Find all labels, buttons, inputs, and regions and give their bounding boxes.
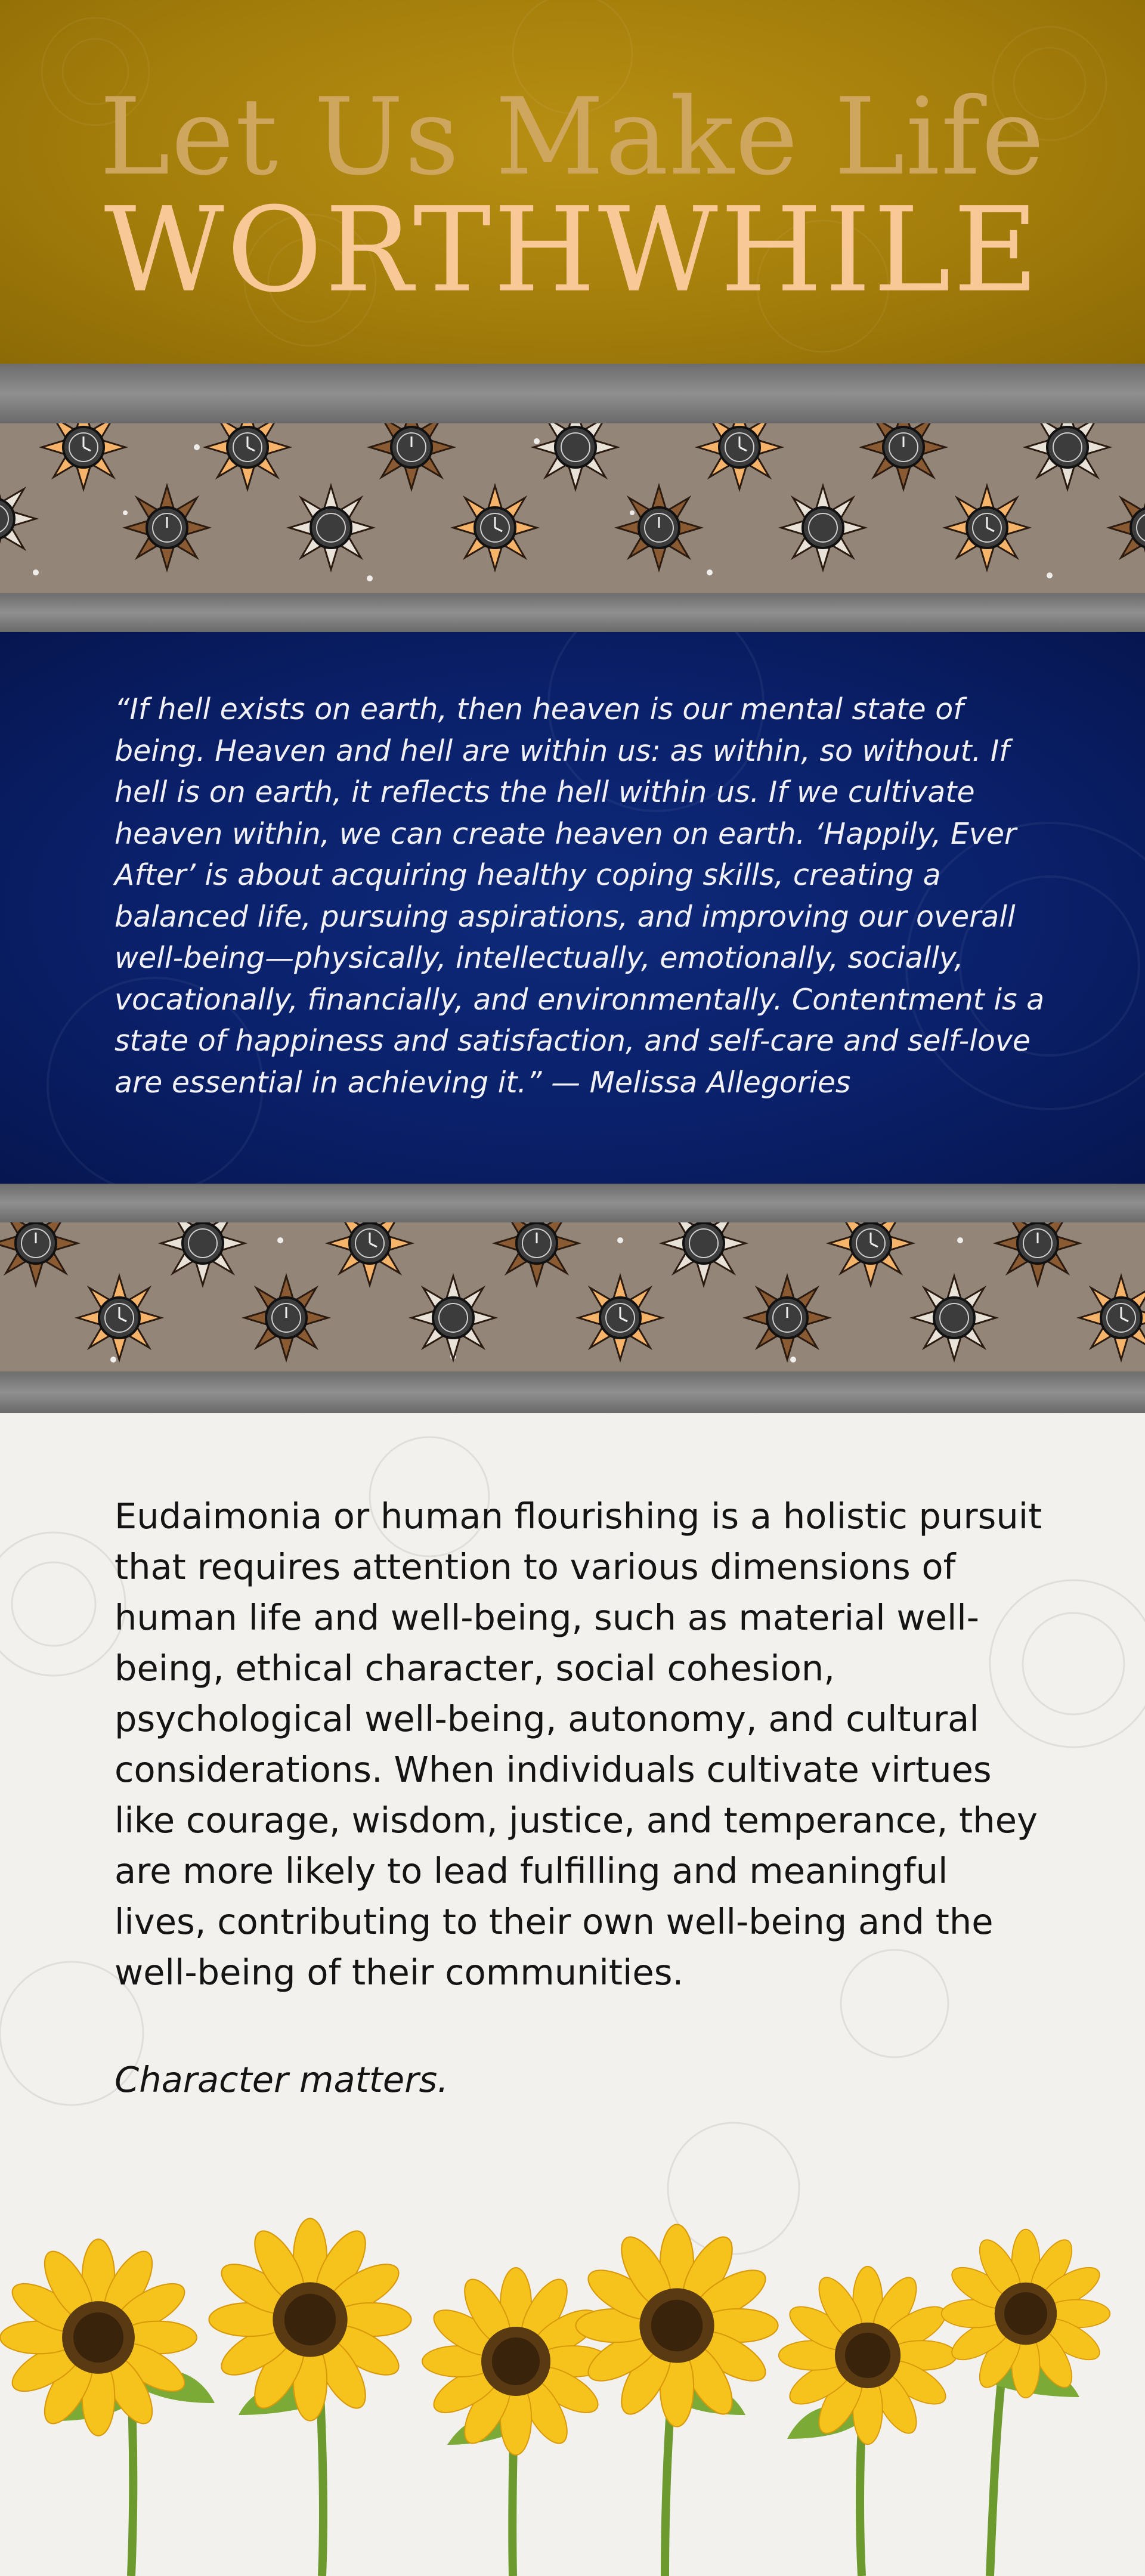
divider-bar: [0, 364, 1145, 423]
quote-panel: [0, 632, 1145, 1184]
sunflower-clock-icon: [0, 1222, 1145, 1371]
closing-statement: Character matters.: [114, 2059, 448, 2100]
divider-bar: [0, 593, 1145, 632]
title-line-2: WORTHWHILE: [104, 182, 1041, 318]
sunflower-clock-icon: [0, 423, 1145, 593]
title-line-1: Let Us Make Life: [99, 75, 1046, 199]
divider-bar: [0, 1371, 1145, 1413]
sunflower-pattern-strip: [0, 1222, 1145, 1371]
header-banner: [0, 0, 1145, 364]
sunflower-row-image: [0, 2194, 1145, 2576]
divider-bar: [0, 1184, 1145, 1222]
body-paragraph: Eudaimonia or human flourishing is a holistic pursuit that requires attention to various dimensions of human life and well-being, such as material well-being, ethical character, social cohesion, psychological well-being, autonomy, and cultural considerations. When individuals cultivate virtues like courage, wisdom, justice, and temperance, they are more likely to lead fulfilling and meaningful lives, contributing to their own well-being and the well-being of their communities.: [114, 1496, 1042, 1993]
quote-text: “If hell exists on earth, then heaven is our mental state of being. Heaven and hell are within us: as within, so without. If hell is on earth, it reflects the hell within us. If we cultivate heaven within, we can create heaven on earth. ‘Happily, Ever After’ is about acquiring healthy coping skills, creating a balanced life, pursuing aspirations, and improving our overall well-being—physically, intellectually, emotionally, socially, vocationally, financially, and environmentally. Contentment is a state of happiness and satisfaction, and self-care and self-love are essential in achieving it.” — Melissa Allegories: [114, 692, 1045, 1100]
sunflower-pattern-strip: [0, 423, 1145, 593]
body-section: [0, 1413, 1145, 2576]
